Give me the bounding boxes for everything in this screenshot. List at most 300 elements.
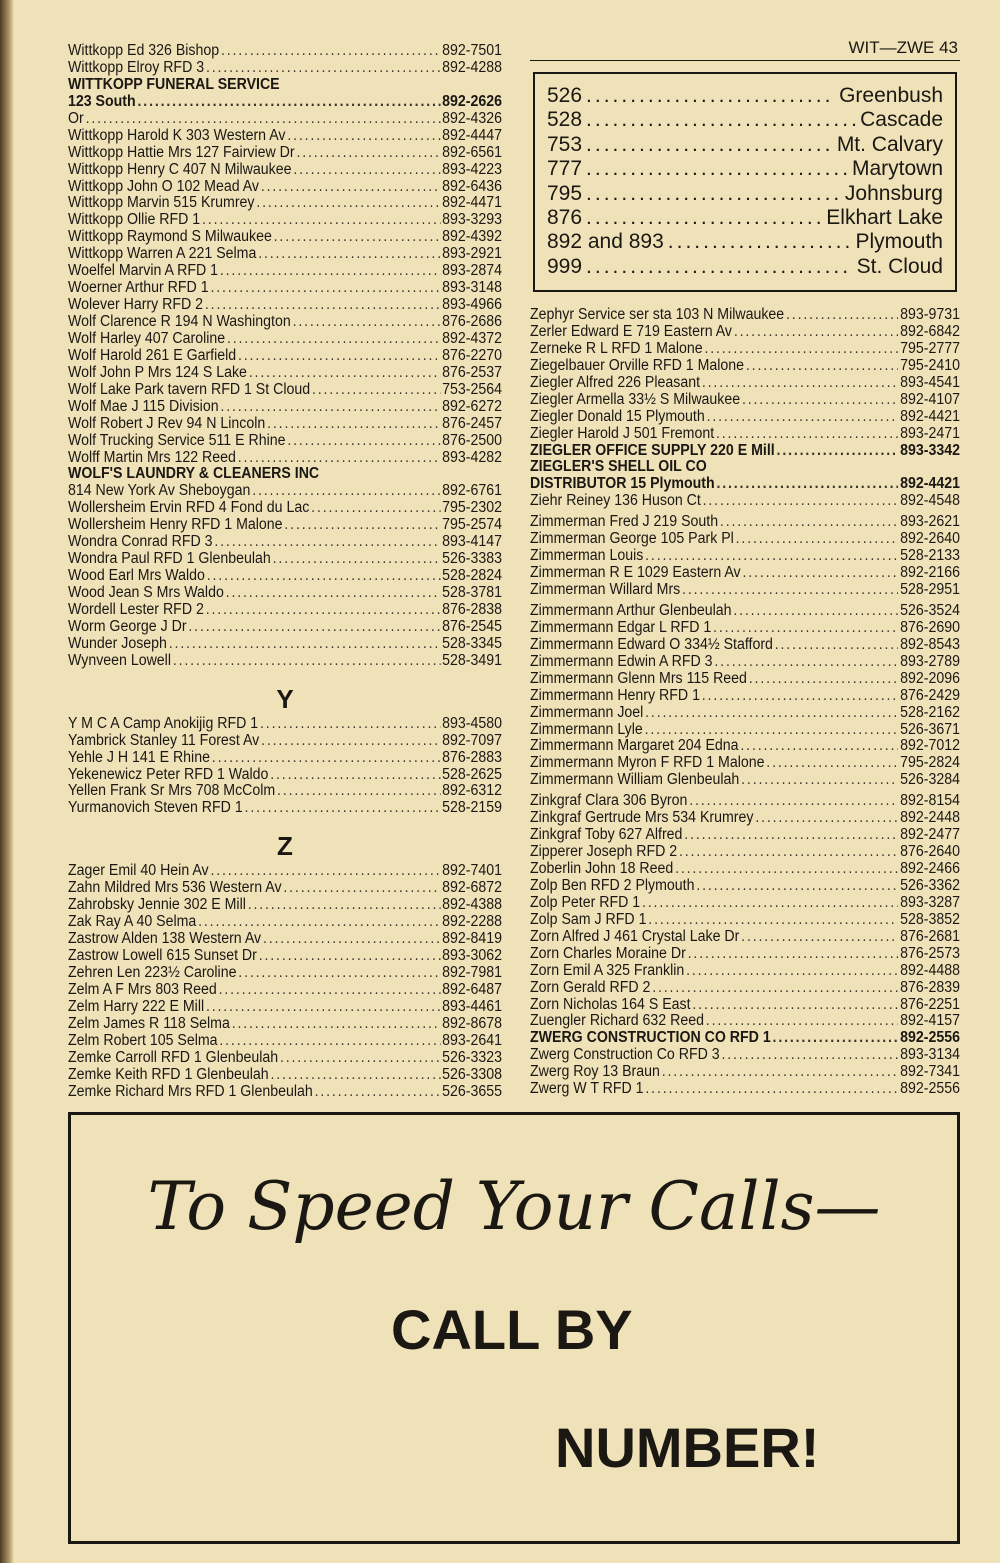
dot-leader <box>210 280 440 297</box>
listing-number: 893-2471 <box>900 425 961 442</box>
listing-row <box>68 416 502 433</box>
listing-name: Ziegler Armella 33½ S Milwaukee <box>530 391 741 408</box>
listing-number: 526-3383 <box>442 551 503 568</box>
listing-number: 876-2270 <box>442 347 503 364</box>
listing-number: 892-4392 <box>442 229 503 246</box>
listing-row <box>530 861 960 878</box>
listing-number: 893-3148 <box>442 280 503 297</box>
listing-name: Wittkopp Marvin 515 Krumrey <box>68 195 255 212</box>
listing-row <box>68 229 502 246</box>
listing-name: Zimmermann Lyle <box>530 721 643 738</box>
listing-number: 892-4388 <box>442 897 503 914</box>
listing-row <box>68 60 502 77</box>
listing-row <box>68 733 502 750</box>
listing-row <box>68 1084 502 1101</box>
dot-leader <box>280 1050 440 1067</box>
listing-row <box>530 582 960 599</box>
listing-number: 795-2777 <box>900 340 961 357</box>
listing-name: Zemke Keith RFD 1 Glenbeulah <box>68 1066 269 1083</box>
listing-row <box>530 307 960 324</box>
listing-name: Y M C A Camp Anokijig RFD 1 <box>68 715 259 732</box>
listing-name: Wordell Lester RFD 2 <box>68 601 204 618</box>
dot-leader <box>742 392 898 409</box>
listing-number: 892-8419 <box>442 931 503 948</box>
listing-number: 892-2096 <box>900 670 961 687</box>
exchange-code: 876 <box>547 205 583 229</box>
listing-name: Zimmermann Glenn Mrs 115 Reed <box>530 670 747 687</box>
listing-row <box>530 722 960 739</box>
listing-row <box>530 548 960 565</box>
dot-leader <box>274 229 441 246</box>
listing-row <box>68 1050 502 1067</box>
listing-name: Zwerg Roy 13 Braun <box>530 1064 660 1081</box>
dot-leader <box>742 565 898 582</box>
listing-group-z-continued <box>530 307 960 1098</box>
dot-leader <box>586 157 848 181</box>
ad-call-by: CALL BY <box>391 1298 633 1361</box>
listing-row <box>530 514 960 531</box>
listing-name: 814 New York Av Sheboygan <box>68 483 251 500</box>
listing-number: 893-2789 <box>900 653 961 670</box>
listing-name: Zimmermann Margaret 204 Edna <box>530 738 739 755</box>
dot-leader <box>707 409 899 426</box>
dot-leader <box>746 358 898 375</box>
listing-row <box>68 965 502 982</box>
listing-number: 528-2951 <box>900 582 961 598</box>
listing-number: 876-2457 <box>442 415 503 432</box>
listing-number: 893-4541 <box>900 374 961 391</box>
dot-leader <box>287 433 440 450</box>
dot-leader <box>245 800 441 817</box>
dot-leader <box>734 324 898 341</box>
listing-name: Ziegler Donald 15 Plymouth <box>530 408 705 425</box>
exchange-code: 526 <box>547 84 583 107</box>
listing-row <box>68 179 502 196</box>
listing-name: Zorn Charles Moraine Dr <box>530 945 686 962</box>
dot-leader <box>786 307 898 324</box>
listing-name: Zimmerman George 105 Park Pl <box>530 531 734 548</box>
exchange-row <box>547 206 943 230</box>
listing-name: Wittkopp Ed 326 Bishop <box>68 43 220 59</box>
dot-leader <box>219 982 441 999</box>
listing-row <box>68 783 502 800</box>
listing-name: Zwerg Construction Co RFD 3 <box>530 1047 720 1064</box>
dot-leader <box>713 620 898 637</box>
listing-name: Zuengler Richard 632 Reed <box>530 1013 704 1030</box>
listing-name: Wittkopp Ollie RFD 1 <box>68 212 201 229</box>
listing-row <box>68 716 502 733</box>
exchange-code: 892 and 893 <box>547 230 664 254</box>
listing-number: 795-2574 <box>442 517 503 534</box>
exchange-row <box>547 255 943 279</box>
listing-row <box>68 767 502 784</box>
dot-leader <box>248 897 441 914</box>
listing-number: 892-4372 <box>442 330 503 347</box>
listing-row <box>530 738 960 755</box>
listing-name: Zelm Harry 222 E Mill <box>68 998 205 1015</box>
dot-leader <box>219 1033 440 1050</box>
dot-leader <box>261 179 440 196</box>
listing-row <box>530 620 960 637</box>
listing-name: Wolf Robert J Rev 94 N Lincoln <box>68 415 266 432</box>
listing-number: 892-4447 <box>442 127 503 144</box>
dot-leader <box>258 246 440 263</box>
listing-row <box>530 980 960 997</box>
dot-leader <box>704 341 898 358</box>
listing-number: 876-2838 <box>442 601 503 618</box>
listing-number: 795-2302 <box>442 500 503 517</box>
listing-row <box>530 392 960 409</box>
listing-number: 526-3323 <box>442 1049 503 1066</box>
right-column <box>530 307 960 1098</box>
listing-row <box>68 897 502 914</box>
dot-leader <box>227 331 440 348</box>
listing-number: 893-4147 <box>442 534 503 551</box>
listing-row <box>68 280 502 297</box>
dot-leader <box>249 365 441 382</box>
listing-row <box>530 358 960 375</box>
listing-group-w <box>68 43 502 670</box>
listing-name: Zastrow Alden 138 Western Av <box>68 931 262 948</box>
dot-leader <box>267 416 440 433</box>
dot-leader <box>755 810 898 827</box>
dot-leader <box>293 314 441 331</box>
listing-number: 893-9731 <box>900 307 961 323</box>
dot-leader <box>271 1067 441 1084</box>
listing-row <box>68 999 502 1016</box>
listing-number: 892-2626 <box>442 93 503 110</box>
listing-name: Wolever Harry RFD 2 <box>68 297 204 314</box>
listing-number: 893-4966 <box>442 297 503 314</box>
exchange-code: 777 <box>547 157 583 181</box>
listing-name: Yambrick Stanley 11 Forest Av <box>68 732 260 749</box>
dot-leader <box>586 108 856 132</box>
listing-number: 892-4421 <box>900 408 961 425</box>
dot-leader <box>662 1064 899 1081</box>
listing-row <box>68 602 502 619</box>
listing-row <box>68 880 502 897</box>
dot-leader <box>684 827 898 844</box>
listing-row <box>68 653 502 670</box>
listing-number: 893-3287 <box>900 894 961 911</box>
exchange-town: Johnsburg <box>844 181 943 205</box>
dot-leader <box>777 443 899 460</box>
listing-name: Zolp Sam J RFD 1 <box>530 911 647 928</box>
listing-row <box>68 43 502 60</box>
listing-row <box>68 1067 502 1084</box>
listing-name: ZIEGLER OFFICE SUPPLY 220 E Mill <box>530 442 775 459</box>
exchange-legend-box <box>533 72 957 292</box>
page-binding-edge <box>0 0 14 1563</box>
ad-number: NUMBER! <box>555 1416 820 1479</box>
listing-name: Zelm James R 118 Selma <box>68 1015 230 1032</box>
listing-number: 526-3524 <box>900 602 961 619</box>
listing-row <box>68 331 502 348</box>
listing-name: DISTRIBUTOR 15 Plymouth <box>530 476 715 493</box>
dot-leader <box>645 1081 898 1098</box>
listing-number: 893-2621 <box>900 514 961 531</box>
dot-leader <box>220 399 440 416</box>
listing-row <box>530 963 960 980</box>
exchange-town: Greenbush <box>839 84 943 107</box>
listing-name: ZWERG CONSTRUCTION CO RFD 1 <box>530 1030 771 1047</box>
exchange-code: 999 <box>547 254 583 278</box>
listing-row <box>530 755 960 772</box>
dot-leader <box>702 375 898 392</box>
dot-leader <box>252 483 440 500</box>
listing-number: 892-6561 <box>442 144 503 161</box>
listing-row <box>68 914 502 931</box>
dot-leader <box>221 43 440 60</box>
listing-row <box>530 912 960 929</box>
listing-name: Wolf Harold 261 E Garfield <box>68 347 237 364</box>
listing-row <box>530 637 960 654</box>
listing-row <box>530 1047 960 1064</box>
listing-row <box>68 365 502 382</box>
dot-leader <box>675 861 898 878</box>
listing-name: Zolp Peter RFD 1 <box>530 894 641 911</box>
listing-number: 892-6872 <box>442 880 503 897</box>
dot-leader <box>740 738 898 755</box>
listing-number: 528-2159 <box>442 800 503 817</box>
listing-name: Wittkopp Hattie Mrs 127 Fairview Dr <box>68 144 295 161</box>
listing-name: Wood Jean S Mrs Waldo <box>68 585 224 601</box>
listing-number: 526-3671 <box>900 721 961 738</box>
listing-row <box>530 810 960 827</box>
left-column <box>68 43 502 1100</box>
listing-row <box>68 94 502 111</box>
dot-leader <box>749 671 899 688</box>
listing-number: 528-2133 <box>900 548 961 565</box>
listing-number: 526-3655 <box>442 1083 503 1100</box>
listing-row <box>68 1033 502 1050</box>
listing-number: 528-2625 <box>442 766 503 783</box>
listing-number: 892-6487 <box>442 981 503 998</box>
dot-leader <box>702 688 899 705</box>
dot-leader <box>263 931 440 948</box>
dot-leader <box>261 733 440 750</box>
listing-name: Worm George J Dr <box>68 618 187 635</box>
listing-name: Ziegler Harold J 501 Fremont <box>530 425 715 442</box>
listing-name: Zahn Mildred Mrs 536 Western Av <box>68 880 282 897</box>
listing-number: 892-6312 <box>442 783 503 800</box>
listing-number: 876-2681 <box>900 928 961 945</box>
exchange-town: Cascade <box>860 108 943 132</box>
listing-name: Zager Emil 40 Hein Av <box>68 863 209 880</box>
listing-name: Zorn Emil A 325 Franklin <box>530 962 685 979</box>
dot-leader <box>207 568 441 585</box>
listing-row <box>530 878 960 895</box>
listing-row <box>68 246 502 263</box>
listing-row <box>530 688 960 705</box>
dot-leader <box>679 844 898 861</box>
listing-name: Wunder Joseph <box>68 635 167 652</box>
section-letter-y: Y <box>276 683 294 714</box>
listing-number: 528-2824 <box>442 568 503 585</box>
dot-leader <box>205 297 440 314</box>
listing-row <box>530 929 960 946</box>
listing-number: 526-3284 <box>900 772 961 789</box>
listing-number: 892-4488 <box>900 962 961 979</box>
dot-leader <box>206 999 440 1016</box>
listing-row <box>68 263 502 280</box>
listing-name: Wittkopp Warren A 221 Selma <box>68 246 257 263</box>
listing-number: 892-4326 <box>442 110 503 127</box>
listing-number: 892-4107 <box>900 391 961 408</box>
listing-number: 876-2429 <box>900 687 961 704</box>
dot-leader <box>283 880 440 897</box>
listing-number: 892-2556 <box>900 1030 961 1047</box>
ad-script-headline: To Speed Your Calls— <box>147 1168 881 1245</box>
listing-number: 876-2500 <box>442 432 503 449</box>
dot-leader <box>260 716 440 733</box>
dot-leader <box>721 1047 898 1064</box>
listing-number: 892-2466 <box>900 861 961 877</box>
exchange-row <box>547 108 943 132</box>
dot-leader <box>716 426 898 443</box>
listing-number: 892-8154 <box>900 793 961 810</box>
listing-name: Yekenewicz Peter RFD 1 Waldo <box>68 766 269 783</box>
listing-row <box>530 827 960 844</box>
dot-leader <box>238 965 440 982</box>
listing-row <box>68 585 502 602</box>
listing-name: Wolf Lake Park tavern RFD 1 St Cloud <box>68 381 311 398</box>
listing-name: Wittkopp Raymond S Milwaukee <box>68 229 272 246</box>
listing-number: 876-2690 <box>900 619 961 636</box>
dot-leader <box>652 980 898 997</box>
listing-number: 893-4223 <box>442 161 503 178</box>
listing-row <box>68 348 502 365</box>
listing-number: 893-3293 <box>442 212 503 229</box>
listing-number: 876-2883 <box>442 749 503 766</box>
dot-leader <box>312 382 440 399</box>
exchange-town: Marytown <box>851 157 943 181</box>
dot-leader <box>138 94 441 111</box>
listing-number: 893-2874 <box>442 263 503 280</box>
listing-row <box>530 895 960 912</box>
listing-name: Zimmermann Edgar L RFD 1 <box>530 619 712 636</box>
listing-row <box>530 443 960 460</box>
listing-name: Zimmermann Arthur Glenbeulah <box>530 602 732 619</box>
dot-leader <box>586 206 822 230</box>
listing-number: 893-2921 <box>442 246 503 263</box>
listing-name: Wolf John P Mrs 124 S Lake <box>68 364 247 381</box>
listing-row <box>68 128 502 145</box>
listing-row <box>530 772 960 789</box>
dot-leader <box>688 946 899 963</box>
dot-leader <box>210 863 440 880</box>
dot-leader <box>238 450 441 467</box>
listing-row <box>68 314 502 331</box>
listing-number: 876-2537 <box>442 364 503 381</box>
listing-name: Zemke Richard Mrs RFD 1 Glenbeulah <box>68 1083 313 1100</box>
listing-name: Yellen Frank Sr Mrs 708 McColm <box>68 783 276 800</box>
listing-name: Zinkgraf Toby 627 Alfred <box>530 827 683 844</box>
listing-row <box>530 426 960 443</box>
listing-number: 892-2640 <box>900 531 961 548</box>
listing-name: Zimmermann Myron F RFD 1 Malone <box>530 755 765 772</box>
listing-name: Zimmermann Henry RFD 1 <box>530 687 700 704</box>
listing-name: Zastrow Lowell 615 Sunset Dr <box>68 948 257 964</box>
listing-row <box>530 1013 960 1030</box>
exchange-code: 795 <box>547 181 583 205</box>
exchange-town: Mt. Calvary <box>836 132 943 156</box>
listing-name: Zerler Edward E 719 Eastern Av <box>530 323 733 340</box>
listing-row <box>68 1016 502 1033</box>
listing-name: Wittkopp Elroy RFD 3 <box>68 59 205 76</box>
listing-number: 528-3491 <box>442 652 503 669</box>
dot-leader <box>86 111 441 128</box>
listing-row <box>530 603 960 620</box>
listing-name: Wittkopp Harold K 303 Western Av <box>68 127 286 144</box>
listing-number: 892-2556 <box>900 1081 961 1098</box>
listing-number: 892-6436 <box>442 178 503 195</box>
listing-row <box>68 517 502 534</box>
dot-leader <box>198 914 440 931</box>
listing-number: 892-7097 <box>442 732 503 749</box>
exchange-row <box>547 133 943 157</box>
listing-row <box>530 654 960 671</box>
dot-leader <box>315 1084 441 1101</box>
listing-name: Zolp Ben RFD 2 Plymouth <box>530 877 695 894</box>
dot-leader <box>214 534 440 551</box>
listing-row <box>68 212 502 229</box>
listing-name: Wollersheim Ervin RFD 4 Fond du Lac <box>68 500 310 517</box>
listing-row <box>68 450 502 467</box>
dot-leader <box>766 755 898 772</box>
listing-row <box>530 409 960 426</box>
listing-row <box>68 863 502 880</box>
listing-row <box>68 195 502 212</box>
listing-row <box>68 800 502 817</box>
dot-leader <box>645 722 899 739</box>
dot-leader <box>202 212 440 229</box>
listing-number: 753-2564 <box>442 381 503 398</box>
listing-row <box>530 671 960 688</box>
dot-leader <box>586 84 835 108</box>
exchange-row <box>547 230 943 254</box>
listing-number: 892-7981 <box>442 964 503 981</box>
listing-name: Woelfel Marvin A RFD 1 <box>68 263 219 280</box>
listing-name: Zorn Gerald RFD 2 <box>530 979 651 996</box>
listing-name: Or <box>68 110 84 127</box>
dot-leader <box>586 182 841 206</box>
dot-leader <box>256 195 440 212</box>
exchange-town: Elkhart Lake <box>826 205 943 229</box>
listing-number: 892-2448 <box>900 810 961 827</box>
listing-number: 892-4157 <box>900 1013 961 1030</box>
listing-name: Wolf Mae J 115 Division <box>68 398 219 415</box>
listing-row <box>68 433 502 450</box>
dot-leader <box>682 582 898 599</box>
listing-name: Zimmerman Willard Mrs <box>530 582 681 598</box>
dot-leader <box>273 551 441 568</box>
listing-name: Wynveen Lowell <box>68 652 171 669</box>
listing-number: 892-7341 <box>900 1064 961 1081</box>
dot-leader <box>720 514 898 531</box>
listing-number: 795-2410 <box>900 357 961 374</box>
dot-leader <box>212 750 441 767</box>
listing-row <box>68 145 502 162</box>
listing-row <box>530 493 960 510</box>
listing-name: Zimmermann Edwin A RFD 3 <box>530 653 713 670</box>
dot-leader <box>773 1030 899 1047</box>
dot-leader <box>270 767 440 784</box>
dot-leader <box>226 585 441 602</box>
listing-number: 892-4471 <box>442 195 503 212</box>
exchange-code: 528 <box>547 108 583 132</box>
listing-number: 892-8678 <box>442 1015 503 1032</box>
